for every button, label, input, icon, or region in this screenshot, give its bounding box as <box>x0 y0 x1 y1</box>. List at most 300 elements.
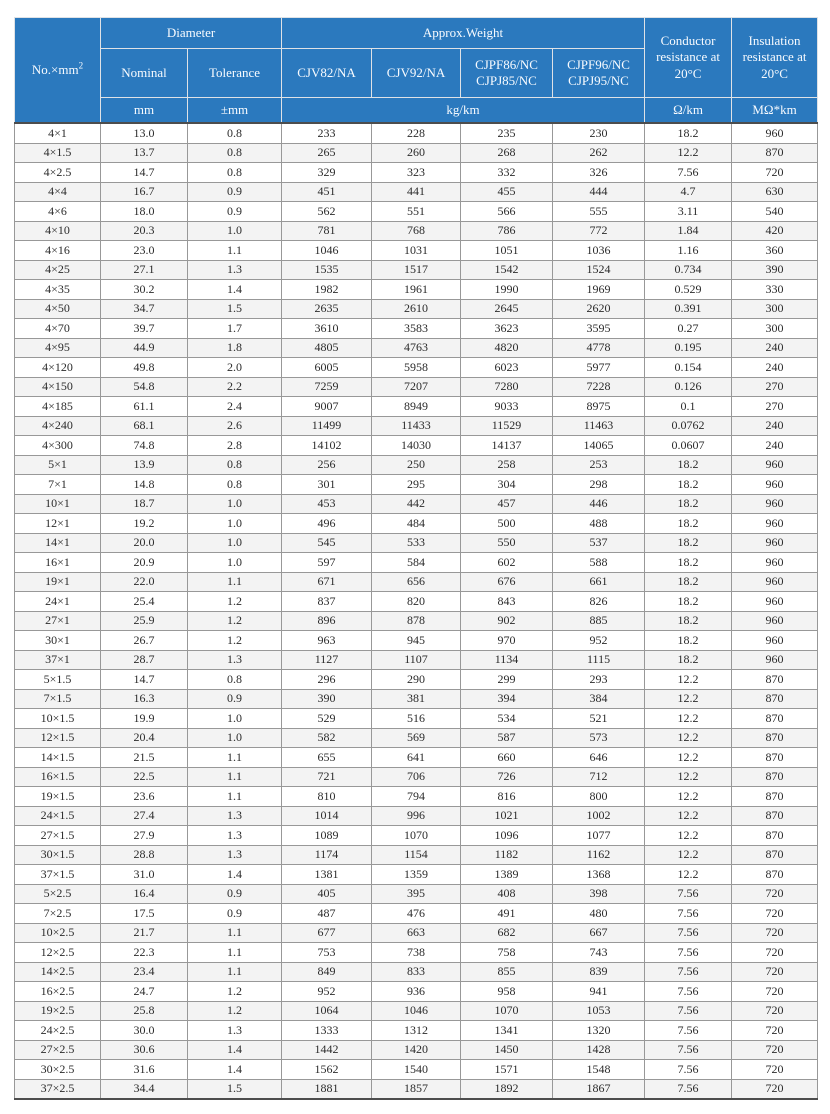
value-cell: 768 <box>372 221 461 241</box>
value-cell: 1.3 <box>188 826 282 846</box>
table-row <box>15 123 818 143</box>
value-cell: 1.0 <box>188 494 282 514</box>
value-cell: 533 <box>372 533 461 553</box>
value-cell: 1089 <box>282 826 372 846</box>
row-label-cell: 14×2.5 <box>15 962 101 982</box>
value-cell: 534 <box>461 709 553 729</box>
value-cell: 4763 <box>372 338 461 358</box>
value-cell: 4.7 <box>645 182 732 202</box>
value-cell: 19.9 <box>101 709 188 729</box>
table-row <box>15 923 818 943</box>
row-label-cell: 27×1 <box>15 611 101 631</box>
value-cell: 1.4 <box>188 280 282 300</box>
table-row <box>15 806 818 826</box>
value-cell: 381 <box>372 689 461 709</box>
table-row <box>15 143 818 163</box>
value-cell: 7.56 <box>645 1021 732 1041</box>
table-row <box>15 845 818 865</box>
value-cell: 491 <box>461 904 553 924</box>
table-row <box>15 1001 818 1021</box>
value-cell: 18.2 <box>645 592 732 612</box>
row-label-cell: 4×120 <box>15 358 101 378</box>
value-cell: 1.7 <box>188 319 282 339</box>
value-cell: 936 <box>372 982 461 1002</box>
value-cell: 7259 <box>282 377 372 397</box>
value-cell: 2.0 <box>188 358 282 378</box>
value-cell: 1450 <box>461 1040 553 1060</box>
value-cell: 584 <box>372 553 461 573</box>
value-cell: 265 <box>282 143 372 163</box>
row-label-cell: 4×300 <box>15 436 101 456</box>
value-cell: 656 <box>372 572 461 592</box>
value-cell: 720 <box>732 982 818 1002</box>
value-cell: 19.2 <box>101 514 188 534</box>
value-cell: 1174 <box>282 845 372 865</box>
value-cell: 551 <box>372 202 461 222</box>
value-cell: 7.56 <box>645 923 732 943</box>
value-cell: 4820 <box>461 338 553 358</box>
value-cell: 11499 <box>282 416 372 436</box>
value-cell: 270 <box>732 397 818 417</box>
value-cell: 870 <box>732 826 818 846</box>
value-cell: 1.5 <box>188 1079 282 1099</box>
value-cell: 34.4 <box>101 1079 188 1099</box>
col-group-approx-weight: Approx.Weight <box>282 18 645 49</box>
value-cell: 296 <box>282 670 372 690</box>
value-cell: 545 <box>282 533 372 553</box>
value-cell: 1.3 <box>188 845 282 865</box>
value-cell: 18.2 <box>645 650 732 670</box>
value-cell: 941 <box>553 982 645 1002</box>
table-row <box>15 202 818 222</box>
table-row <box>15 1060 818 1080</box>
row-label-cell: 4×16 <box>15 241 101 261</box>
value-cell: 240 <box>732 436 818 456</box>
value-cell: 1.1 <box>188 787 282 807</box>
table-row <box>15 553 818 573</box>
value-cell: 7.56 <box>645 962 732 982</box>
value-cell: 235 <box>461 123 553 143</box>
row-label-cell: 30×2.5 <box>15 1060 101 1080</box>
value-cell: 1031 <box>372 241 461 261</box>
value-cell: 1428 <box>553 1040 645 1060</box>
value-cell: 1.1 <box>188 767 282 787</box>
unit-ohm-km: Ω/km <box>645 98 732 124</box>
table-row <box>15 163 818 183</box>
value-cell: 1.16 <box>645 241 732 261</box>
value-cell: 49.8 <box>101 358 188 378</box>
value-cell: 44.9 <box>101 338 188 358</box>
unit-mohm-km: MΩ*km <box>732 98 818 124</box>
value-cell: 786 <box>461 221 553 241</box>
value-cell: 20.4 <box>101 728 188 748</box>
value-cell: 6023 <box>461 358 553 378</box>
value-cell: 7280 <box>461 377 553 397</box>
value-cell: 1.2 <box>188 982 282 1002</box>
value-cell: 529 <box>282 709 372 729</box>
table-row <box>15 358 818 378</box>
value-cell: 720 <box>732 1021 818 1041</box>
value-cell: 1562 <box>282 1060 372 1080</box>
table-row <box>15 1021 818 1041</box>
value-cell: 24.7 <box>101 982 188 1002</box>
value-cell: 641 <box>372 748 461 768</box>
value-cell: 677 <box>282 923 372 943</box>
value-cell: 753 <box>282 943 372 963</box>
value-cell: 7.56 <box>645 1040 732 1060</box>
row-label-cell: 4×1 <box>15 123 101 143</box>
value-cell: 960 <box>732 650 818 670</box>
table-row <box>15 826 818 846</box>
table-row <box>15 611 818 631</box>
value-cell: 260 <box>372 143 461 163</box>
row-label-cell: 37×1.5 <box>15 865 101 885</box>
value-cell: 323 <box>372 163 461 183</box>
col-header-cjpf96: CJPF96/NC CJPJ95/NC <box>553 49 645 98</box>
value-cell: 293 <box>553 670 645 690</box>
value-cell: 0.391 <box>645 299 732 319</box>
value-cell: 671 <box>282 572 372 592</box>
table-row <box>15 943 818 963</box>
value-cell: 9033 <box>461 397 553 417</box>
value-cell: 0.8 <box>188 143 282 163</box>
value-cell: 820 <box>372 592 461 612</box>
value-cell: 7.56 <box>645 1060 732 1080</box>
col-header-conductor-resistance: Conductor resistance at 20°C <box>645 18 732 98</box>
value-cell: 588 <box>553 553 645 573</box>
value-cell: 960 <box>732 494 818 514</box>
value-cell: 405 <box>282 884 372 904</box>
col-header-cjv92: CJV92/NA <box>372 49 461 98</box>
value-cell: 1969 <box>553 280 645 300</box>
value-cell: 1535 <box>282 260 372 280</box>
value-cell: 660 <box>461 748 553 768</box>
value-cell: 1333 <box>282 1021 372 1041</box>
value-cell: 395 <box>372 884 461 904</box>
value-cell: 1.0 <box>188 514 282 534</box>
table-row <box>15 416 818 436</box>
value-cell: 480 <box>553 904 645 924</box>
cable-spec-table-container <box>14 17 817 1100</box>
value-cell: 970 <box>461 631 553 651</box>
row-label-cell: 16×1.5 <box>15 767 101 787</box>
cable-spec-table <box>14 17 818 1100</box>
value-cell: 250 <box>372 455 461 475</box>
value-cell: 21.7 <box>101 923 188 943</box>
value-cell: 1359 <box>372 865 461 885</box>
value-cell: 837 <box>282 592 372 612</box>
table-row <box>15 241 818 261</box>
value-cell: 0.154 <box>645 358 732 378</box>
table-row <box>15 884 818 904</box>
value-cell: 21.5 <box>101 748 188 768</box>
row-label-cell: 12×2.5 <box>15 943 101 963</box>
unit-mm: mm <box>101 98 188 124</box>
value-cell: 14137 <box>461 436 553 456</box>
value-cell: 1051 <box>461 241 553 261</box>
value-cell: 1.3 <box>188 650 282 670</box>
row-label-cell: 4×185 <box>15 397 101 417</box>
value-cell: 781 <box>282 221 372 241</box>
row-label-cell: 19×2.5 <box>15 1001 101 1021</box>
value-cell: 960 <box>732 592 818 612</box>
value-cell: 720 <box>732 1079 818 1099</box>
value-cell: 706 <box>372 767 461 787</box>
col-group-diameter: Diameter <box>101 18 282 49</box>
value-cell: 240 <box>732 416 818 436</box>
value-cell: 0.8 <box>188 670 282 690</box>
value-cell: 5977 <box>553 358 645 378</box>
col-header-no-mm2: $No.\times mm^2$ <box>15 18 101 124</box>
table-row <box>15 397 818 417</box>
value-cell: 230 <box>553 123 645 143</box>
value-cell: 14065 <box>553 436 645 456</box>
value-cell: 1.0 <box>188 221 282 241</box>
value-cell: 1442 <box>282 1040 372 1060</box>
value-cell: 228 <box>372 123 461 143</box>
value-cell: 2635 <box>282 299 372 319</box>
value-cell: 384 <box>553 689 645 709</box>
value-cell: 2620 <box>553 299 645 319</box>
value-cell: 1381 <box>282 865 372 885</box>
value-cell: 1.0 <box>188 533 282 553</box>
value-cell: 25.9 <box>101 611 188 631</box>
value-cell: 855 <box>461 962 553 982</box>
col-header-nominal: Nominal <box>101 49 188 98</box>
value-cell: 27.4 <box>101 806 188 826</box>
value-cell: 299 <box>461 670 553 690</box>
value-cell: 720 <box>732 884 818 904</box>
value-cell: 7.56 <box>645 943 732 963</box>
value-cell: 1014 <box>282 806 372 826</box>
value-cell: 8949 <box>372 397 461 417</box>
value-cell: 446 <box>553 494 645 514</box>
value-cell: 25.8 <box>101 1001 188 1021</box>
value-cell: 720 <box>732 904 818 924</box>
value-cell: 0.9 <box>188 182 282 202</box>
value-cell: 13.0 <box>101 123 188 143</box>
table-row <box>15 475 818 495</box>
value-cell: 0.27 <box>645 319 732 339</box>
row-label-cell: 4×1.5 <box>15 143 101 163</box>
value-cell: 963 <box>282 631 372 651</box>
value-cell: 442 <box>372 494 461 514</box>
row-label-cell: 27×1.5 <box>15 826 101 846</box>
value-cell: 1070 <box>372 826 461 846</box>
value-cell: 1341 <box>461 1021 553 1041</box>
value-cell: 18.0 <box>101 202 188 222</box>
value-cell: 300 <box>732 319 818 339</box>
value-cell: 712 <box>553 767 645 787</box>
value-cell: 14.7 <box>101 670 188 690</box>
value-cell: 870 <box>732 670 818 690</box>
value-cell: 1162 <box>553 845 645 865</box>
table-row <box>15 709 818 729</box>
value-cell: 870 <box>732 787 818 807</box>
value-cell: 996 <box>372 806 461 826</box>
value-cell: 1053 <box>553 1001 645 1021</box>
value-cell: 1548 <box>553 1060 645 1080</box>
value-cell: 11433 <box>372 416 461 436</box>
value-cell: 240 <box>732 358 818 378</box>
value-cell: 17.5 <box>101 904 188 924</box>
value-cell: 1.4 <box>188 1040 282 1060</box>
value-cell: 562 <box>282 202 372 222</box>
value-cell: 960 <box>732 123 818 143</box>
col-header-tolerance: Tolerance <box>188 49 282 98</box>
value-cell: 7228 <box>553 377 645 397</box>
value-cell: 18.2 <box>645 553 732 573</box>
row-label-cell: 7×2.5 <box>15 904 101 924</box>
row-label-cell: 12×1 <box>15 514 101 534</box>
value-cell: 268 <box>461 143 553 163</box>
value-cell: 960 <box>732 533 818 553</box>
value-cell: 1.2 <box>188 1001 282 1021</box>
value-cell: 0.9 <box>188 884 282 904</box>
value-cell: 758 <box>461 943 553 963</box>
value-cell: 1.5 <box>188 299 282 319</box>
value-cell: 1420 <box>372 1040 461 1060</box>
value-cell: 720 <box>732 1060 818 1080</box>
value-cell: 521 <box>553 709 645 729</box>
value-cell: 2.4 <box>188 397 282 417</box>
value-cell: 18.2 <box>645 572 732 592</box>
row-label-cell: 16×1 <box>15 553 101 573</box>
value-cell: 960 <box>732 611 818 631</box>
value-cell: 453 <box>282 494 372 514</box>
value-cell: 0.0762 <box>645 416 732 436</box>
value-cell: 738 <box>372 943 461 963</box>
value-cell: 1881 <box>282 1079 372 1099</box>
value-cell: 500 <box>461 514 553 534</box>
value-cell: 661 <box>553 572 645 592</box>
row-label-cell: 10×1 <box>15 494 101 514</box>
table-row <box>15 962 818 982</box>
value-cell: 870 <box>732 865 818 885</box>
value-cell: 11463 <box>553 416 645 436</box>
value-cell: 902 <box>461 611 553 631</box>
value-cell: 587 <box>461 728 553 748</box>
value-cell: 0.126 <box>645 377 732 397</box>
value-cell: 1.0 <box>188 553 282 573</box>
row-label-cell: 5×1.5 <box>15 670 101 690</box>
value-cell: 7.56 <box>645 982 732 1002</box>
value-cell: 360 <box>732 241 818 261</box>
value-cell: 13.9 <box>101 455 188 475</box>
value-cell: 300 <box>732 299 818 319</box>
table-row <box>15 904 818 924</box>
value-cell: 870 <box>732 689 818 709</box>
value-cell: 569 <box>372 728 461 748</box>
row-label-cell: 4×150 <box>15 377 101 397</box>
value-cell: 816 <box>461 787 553 807</box>
value-cell: 952 <box>282 982 372 1002</box>
row-label-cell: 37×2.5 <box>15 1079 101 1099</box>
table-row <box>15 338 818 358</box>
value-cell: 582 <box>282 728 372 748</box>
value-cell: 12.2 <box>645 806 732 826</box>
value-cell: 720 <box>732 962 818 982</box>
value-cell: 1.3 <box>188 260 282 280</box>
table-row <box>15 631 818 651</box>
value-cell: 1.2 <box>188 592 282 612</box>
value-cell: 1540 <box>372 1060 461 1080</box>
value-cell: 326 <box>553 163 645 183</box>
value-cell: 13.7 <box>101 143 188 163</box>
value-cell: 394 <box>461 689 553 709</box>
value-cell: 1077 <box>553 826 645 846</box>
value-cell: 1154 <box>372 845 461 865</box>
value-cell: 12.2 <box>645 670 732 690</box>
value-cell: 870 <box>732 748 818 768</box>
value-cell: 0.0607 <box>645 436 732 456</box>
row-label-cell: 4×35 <box>15 280 101 300</box>
value-cell: 2.6 <box>188 416 282 436</box>
value-cell: 295 <box>372 475 461 495</box>
row-label-cell: 4×50 <box>15 299 101 319</box>
row-label-cell: 24×1.5 <box>15 806 101 826</box>
value-cell: 18.2 <box>645 475 732 495</box>
value-cell: 7.56 <box>645 884 732 904</box>
value-cell: 451 <box>282 182 372 202</box>
value-cell: 540 <box>732 202 818 222</box>
value-cell: 1389 <box>461 865 553 885</box>
value-cell: 12.2 <box>645 728 732 748</box>
table-row <box>15 728 818 748</box>
value-cell: 833 <box>372 962 461 982</box>
value-cell: 1961 <box>372 280 461 300</box>
value-cell: 0.8 <box>188 123 282 143</box>
value-cell: 1.1 <box>188 572 282 592</box>
value-cell: 329 <box>282 163 372 183</box>
table-row <box>15 377 818 397</box>
value-cell: 398 <box>553 884 645 904</box>
value-cell: 12.2 <box>645 865 732 885</box>
value-cell: 1.0 <box>188 728 282 748</box>
value-cell: 1.84 <box>645 221 732 241</box>
value-cell: 304 <box>461 475 553 495</box>
value-cell: 262 <box>553 143 645 163</box>
value-cell: 720 <box>732 923 818 943</box>
value-cell: 18.2 <box>645 631 732 651</box>
value-cell: 1517 <box>372 260 461 280</box>
table-row <box>15 319 818 339</box>
row-label-cell: 5×2.5 <box>15 884 101 904</box>
value-cell: 646 <box>553 748 645 768</box>
value-cell: 27.1 <box>101 260 188 280</box>
value-cell: 4805 <box>282 338 372 358</box>
value-cell: 555 <box>553 202 645 222</box>
row-label-cell: 19×1 <box>15 572 101 592</box>
value-cell: 16.7 <box>101 182 188 202</box>
table-row <box>15 767 818 787</box>
row-label-cell: 24×1 <box>15 592 101 612</box>
row-label-cell: 10×1.5 <box>15 709 101 729</box>
value-cell: 2.2 <box>188 377 282 397</box>
value-cell: 1990 <box>461 280 553 300</box>
value-cell: 1.3 <box>188 806 282 826</box>
value-cell: 12.2 <box>645 787 732 807</box>
value-cell: 12.2 <box>645 826 732 846</box>
value-cell: 34.7 <box>101 299 188 319</box>
value-cell: 537 <box>553 533 645 553</box>
value-cell: 1857 <box>372 1079 461 1099</box>
value-cell: 20.9 <box>101 553 188 573</box>
table-row <box>15 182 818 202</box>
value-cell: 516 <box>372 709 461 729</box>
row-label-cell: 7×1 <box>15 475 101 495</box>
value-cell: 30.6 <box>101 1040 188 1060</box>
